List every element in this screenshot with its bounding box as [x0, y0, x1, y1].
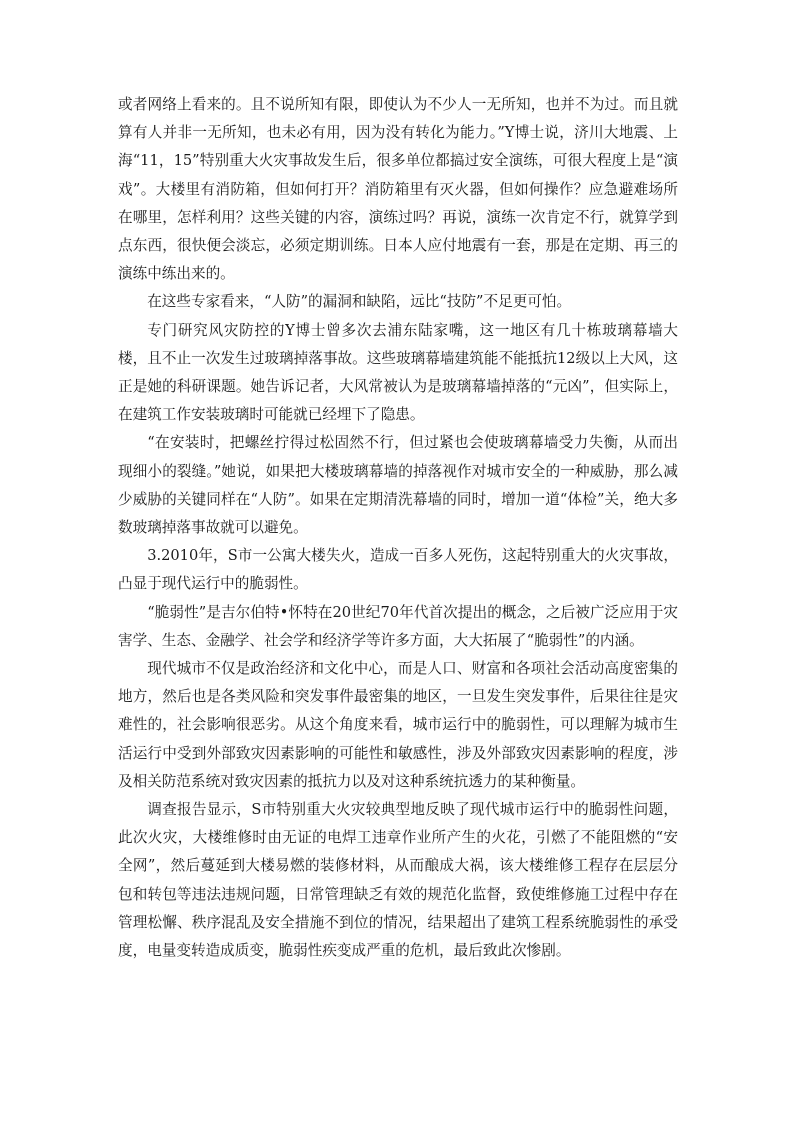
paragraph-modern-city: 现代城市不仅是政治经济和文化中心，而是人口、财富和各项社会活动高度密集的地方，然后也是各类风险和突发事件最密集的地区，一旦发生突发事件，后果往往是灾难性的，社会影响很恶劣。从这个角度来看，城市运行中的脆弱性，可以理解为城市生活运行中受到外部致灾因素影响的可能性和敏感性，涉及外部致灾因素影响的程度，涉及相关防范系统对致灾因素的抵抗力以及对这种系统抗透力的某种衡量。 [118, 660, 678, 790]
paragraph-section-3-fire: 3.2010年，S市一公寓大楼失火，造成一百多人死伤，这起特别重大的火灾事故，凸显于现代运行中的脆弱性。 [118, 547, 678, 593]
document-body [118, 91, 678, 965]
paragraph-expert-view: 在这些专家看来，“人防”的漏洞和缺陷，远比“技防”不足更可怕。 [147, 293, 572, 311]
paragraph-glass-curtain-research: 专门研究风灾防控的Y博士曾多次去浦东陆家嘴，这一地区有几十栋玻璃幕墙大楼，且不止一次发生过玻璃掉落事故。这些玻璃幕墙建筑能不能抵抗12级以上大风，这正是她的科研课题。她告诉记者，大风常被认为是玻璃幕墙掉落的“元凶”，但实际上，在建筑工作安装玻璃时可能就已经埋下了隐患。 [118, 321, 678, 424]
paragraph-installation-quote: “在安装时，把螺丝拧得过松固然不行，但过紧也会使玻璃幕墙受力失衡，从而出现细小的裂缝。”她说，如果把大楼玻璃幕墙的掉落视作对城市安全的一种威胁，那么减少威胁的关键同样在“人防”。如果在定期清洗幕墙的同时，增加一道“体检”关，绝大多数玻璃掉落事故就可以避免。 [118, 434, 678, 537]
paragraph-continued: 或者网络上看来的。且不说所知有限，即使认为不少人一无所知，也并不为过。而且就算有人并非一无所知，也未必有用，因为没有转化为能力。”Y博士说，济川大地震、上海“11，15”特别重大火灾事故发生后，很多单位都搞过安全演练，可很大程度上是“演戏”。大楼里有消防箱，但如何打开？消防箱里有灭火器，但如何操作？应急避难场所在哪里，怎样利用？这些关键的内容，演练过吗？再说，演练一次肯定不行，就算学到点东西，很快便会淡忘，必须定期训练。日本人应付地震有一套，那是在定期、再三的演练中练出来的。 [118, 96, 678, 283]
paragraph-investigation-report: 调查报告显示，S市特别重大火灾较典型地反映了现代城市运行中的脆弱性问题，此次火灾，大楼维修时由无证的电焊工违章作业所产生的火花，引燃了不能阻燃的“安全网”，然后蔓延到大楼易燃的装修材料，从而酿成大祸，该大楼维修工程存在层层分包和转包等违法违规问题，日常管理缺乏有效的规范化监督，致使维修施工过程中存在管理松懈、秩序混乱及安全措施不到位的情况，结果超出了建筑工程系统脆弱性的承受度，电量变转造成质变，脆弱性疾变成严重的危机，最后致此次惨剧。 [118, 801, 678, 960]
paragraph-vulnerability-concept: “脆弱性”是吉尔伯特•怀特在20世纪70年代首次提出的概念，之后被广泛应用于灾害学、生态、金融学、社会学和经济学等许多方面，大大拓展了“脆弱性”的内涵。 [118, 603, 678, 649]
